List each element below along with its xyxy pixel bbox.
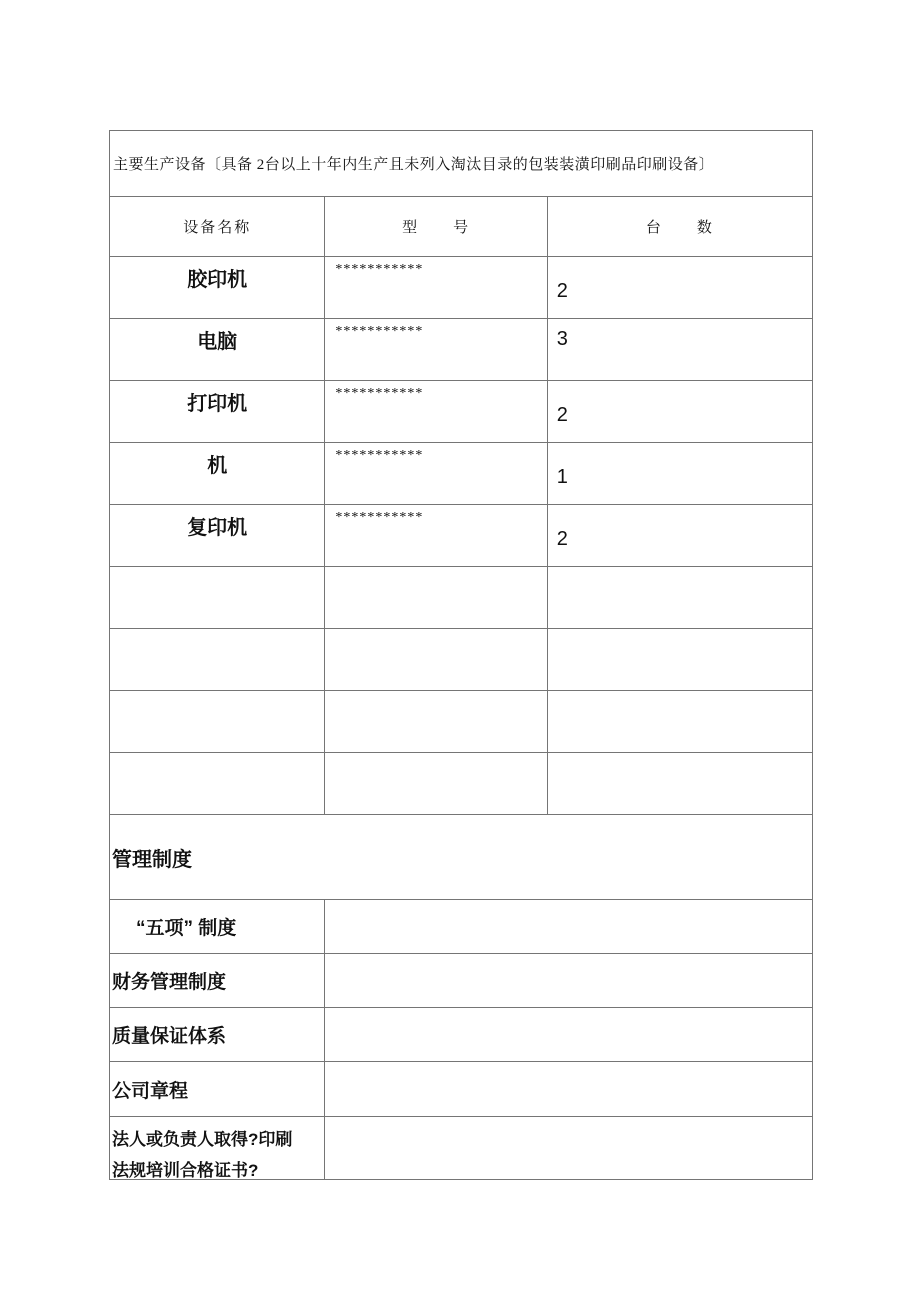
registration-form-table xyxy=(109,130,813,1180)
management-item-row xyxy=(110,1116,812,1179)
management-item-label xyxy=(110,1117,324,1179)
management-item-row xyxy=(110,1061,812,1116)
empty-cell xyxy=(110,753,324,814)
quantity-cell: 2 xyxy=(547,257,812,318)
quantity-cell: 3 xyxy=(547,319,812,380)
management-item-row xyxy=(110,1007,812,1061)
device-name-cell: 机 xyxy=(207,455,228,477)
column-header-device-name: 设备名称 xyxy=(183,220,252,236)
empty-equipment-row xyxy=(110,628,812,690)
equipment-column-header-row xyxy=(110,196,812,256)
management-item-label: 公司章程 xyxy=(112,1080,189,1102)
device-name-cell: 打印机 xyxy=(187,393,248,415)
empty-cell xyxy=(547,629,812,690)
empty-cell xyxy=(110,691,324,752)
management-section-title: 管理制度 xyxy=(110,814,812,899)
model-cell: *********** xyxy=(324,257,546,318)
management-item-label: “五项” 制度 xyxy=(136,918,237,939)
management-item-row xyxy=(110,899,812,953)
quantity-cell: 2 xyxy=(547,505,812,566)
equipment-row xyxy=(110,442,812,504)
empty-cell xyxy=(547,567,812,628)
column-header-quantity: 台 数 xyxy=(547,197,812,256)
management-item-value xyxy=(324,1008,812,1061)
device-name-cell: 胶印机 xyxy=(187,269,248,291)
equipment-row xyxy=(110,380,812,442)
empty-equipment-row xyxy=(110,752,812,814)
management-item-label-line2: 法规培训合格证书? xyxy=(112,1161,259,1180)
model-cell: *********** xyxy=(324,319,546,380)
empty-equipment-row xyxy=(110,566,812,628)
model-cell: *********** xyxy=(324,443,546,504)
quantity-cell: 2 xyxy=(547,381,812,442)
model-cell: *********** xyxy=(324,381,546,442)
management-item-value xyxy=(324,954,812,1007)
management-item-label: 财务管理制度 xyxy=(112,972,227,993)
empty-cell xyxy=(324,753,546,814)
management-item-value xyxy=(324,1062,812,1116)
empty-cell xyxy=(110,629,324,690)
device-name-cell: 电脑 xyxy=(197,331,238,353)
equipment-section-title: 主要生产设备〔具备 2台以上十年内生产且未列入淘汰目录的包装装潢印刷品印刷设备〕 xyxy=(113,157,715,173)
empty-cell xyxy=(324,629,546,690)
empty-cell xyxy=(110,567,324,628)
equipment-row xyxy=(110,504,812,566)
empty-cell xyxy=(547,753,812,814)
empty-cell xyxy=(547,691,812,752)
empty-equipment-row xyxy=(110,690,812,752)
management-item-label-line1: 法人或负责人取得?印刷 xyxy=(112,1130,293,1149)
management-item-row xyxy=(110,953,812,1007)
equipment-row xyxy=(110,318,812,380)
device-name-cell: 复印机 xyxy=(187,517,248,539)
management-item-value xyxy=(324,900,812,953)
model-cell: *********** xyxy=(324,505,546,566)
equipment-row xyxy=(110,256,812,318)
empty-cell xyxy=(324,691,546,752)
quantity-cell: 1 xyxy=(547,443,812,504)
management-item-label: 质量保证体系 xyxy=(112,1026,227,1047)
empty-cell xyxy=(324,567,546,628)
column-header-model: 型 号 xyxy=(324,197,546,256)
management-item-value xyxy=(324,1117,812,1179)
